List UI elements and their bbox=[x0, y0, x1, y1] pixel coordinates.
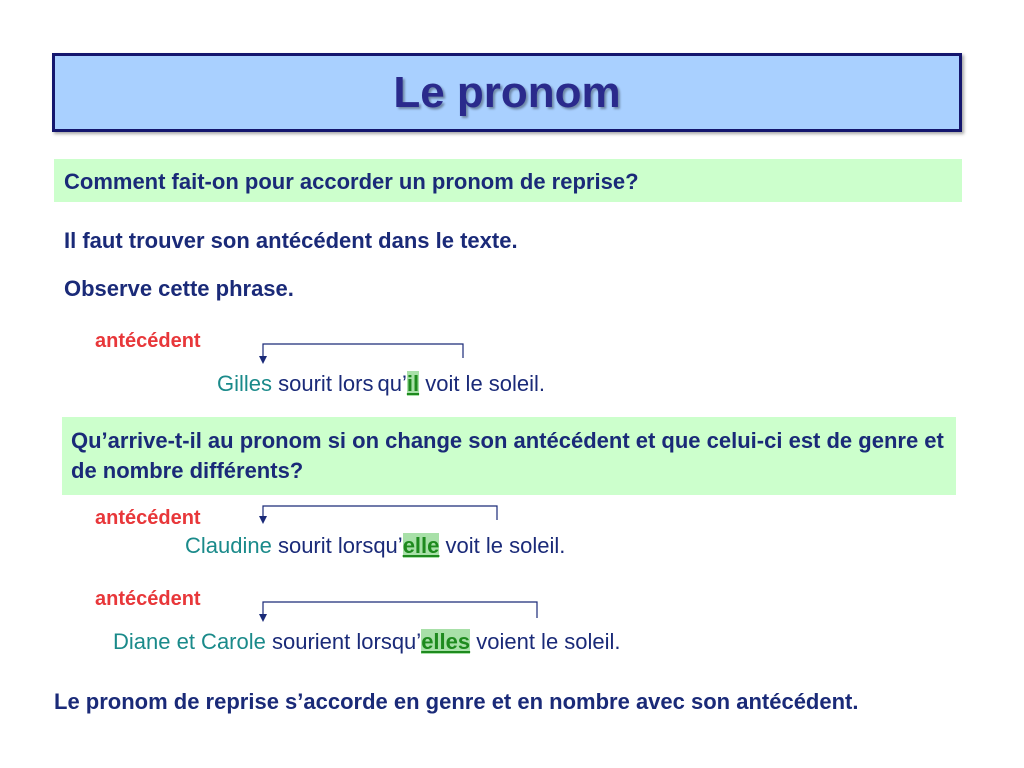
example-3-subject: Diane et Carole bbox=[113, 629, 266, 654]
example-2-subject: Claudine bbox=[185, 533, 272, 558]
example-2-pronoun: elle bbox=[402, 533, 440, 558]
example-2-end: voit le soleil. bbox=[439, 533, 566, 558]
example-2-middle: sourit lorsqu’ bbox=[271, 533, 403, 558]
conclusion-text: Le pronom de reprise s’accorde en genre et en nombre avec son antécédent. bbox=[54, 689, 859, 714]
instruction-line-2: Observe cette phrase. bbox=[64, 276, 294, 301]
antecedent-label-1: antécédent bbox=[95, 330, 201, 352]
page-title: Le pronom bbox=[393, 68, 621, 117]
question-box-2 bbox=[62, 417, 956, 495]
antecedent-label-3: antécédent bbox=[95, 588, 201, 610]
arrow-connector-2 bbox=[263, 506, 497, 520]
example-1-subject: Gilles bbox=[217, 371, 273, 396]
example-1-pronoun: il bbox=[406, 371, 420, 396]
arrow-head-1 bbox=[259, 356, 267, 364]
example-3-end: voient le soleil. bbox=[470, 629, 621, 654]
example-3-middle: sourient lorsqu’ bbox=[265, 629, 422, 654]
example-sentence-1 bbox=[217, 371, 545, 397]
antecedent-label-2: antécédent bbox=[95, 507, 201, 529]
example-1-end: voit le soleil. bbox=[419, 371, 546, 396]
example-1-gap: qu’ bbox=[377, 371, 407, 396]
example-sentence-2 bbox=[185, 533, 565, 559]
arrow-head-2 bbox=[259, 516, 267, 524]
arrow-connector-1 bbox=[263, 344, 463, 358]
example-sentence-3 bbox=[113, 629, 621, 655]
instruction-line-1: Il faut trouver son antécédent dans le texte. bbox=[64, 228, 518, 253]
arrow-connector-3 bbox=[263, 602, 537, 618]
question-2-text: Qu’arrive-t-il au pronom si on change son antécédent et que celui-ci est de genre et de nombre différents? bbox=[71, 428, 944, 483]
arrow-head-3 bbox=[259, 614, 267, 622]
question-1-text: Comment fait-on pour accorder un pronom de reprise? bbox=[64, 169, 639, 194]
example-1-middle: sourit lors bbox=[272, 371, 374, 396]
example-3-pronoun: elles bbox=[421, 629, 471, 654]
